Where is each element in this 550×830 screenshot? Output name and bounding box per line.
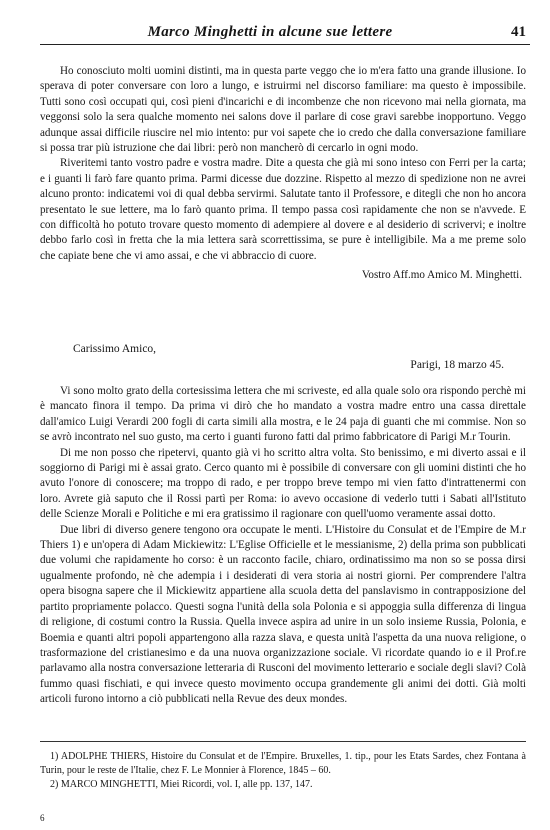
letter-1-body [40,64,526,284]
letter-2-dateline: Parigi, 18 marzo 45. [410,359,504,371]
letter-2-paragraph: Vi sono molto grato della cortesissima lettera che mi scriveste, ed alla quale solo ora rispondo perchè mi è mancato finora il tempo. Da prima vi dirò che ho mandato a vostra madre entro una cassa direttale dall'amico Luigi Verardi 200 fogli di carta simili alla mostra, e le 24 paja di guanti che mi commise. Non so se avrò incontrato nel suo gusto, ma certo i guanti furono fatti dal primo fabbricatore di Parigi M.r Tourin. [40,385,526,444]
letter-2-paragraph: Di me non posso che ripetervi, quanto già vi ho scritto altra volta. Sto benissimo, e mi diverto assai e il soggiorno di Parigi mi è assai grato. Cerco quanto mi è possibile di conversare con gli uomini distinti che ho avuto l'onore di conoscere; ma troppo di rado, e per troppo breve tempo mi vien fatto d'intrattenermi con loro. Avrete già saputo che il Rossi partì per Roma: io avevo occasione di vederlo tutti i Sabati all'Istituto delle Scienze Morali e Politiche e mi era gratissimo il ragionare con quell'uomo veramente assai dotto. [40,446,526,521]
printer-signature-mark: 6 [40,813,45,823]
letter-2-salutation: Carissimo Amico, [73,343,157,355]
letter-1-paragraph: Ho conosciuto molti uomini distinti, ma in questa parte veggo che io m'era fatto una grande illusione. Io sperava di poter conversare con loro a lungo, e istruirmi nel discorso familiare: ma questo è impossibile. Tutti sono così occupati qui, così pieni d'incarichi e di incombenze che non ricevono mai nella giornata, ma veggonsi solo la sera qualche momento nei salons dove il parlare di cose gravi sarebbe inopportuno. Veggo adunque assai difficile riuscire nel mio intento: pur voi sapete che io credo che dalla conversazione familiare si possa trar più istruzione che dai libri: però non mancherò di cercarlo in ogni modo. [40,65,526,155]
footnotes [40,741,526,793]
letter-1-signature: Vostro Aff.mo Amico M. Minghetti. [361,269,522,282]
footnote-2: 2) MARCO MINGHETTI, Miei Ricordi, vol. I, alle pp. 137, 147. [50,779,313,790]
running-title: Marco Minghetti in alcune sue lettere [147,24,393,40]
letter-1-paragraph: Riveritemi tanto vostro padre e vostra madre. Dite a questa che già mi sono inteso con Ferri per la carta; e i guanti li farò fare quanto prima. Parmi dicesse due dozzine. Rispetto al mezzo di spedizione non ne avrei alcuno pronto: indicatemi voi di qual debba servirmi. Salutate tanto il Professore, e ditegli che non ho ancora presentato le sue lettere, ma lo farò quanto prima. Il tempo passa così rapidamente che non se n'avvede. E con difficoltà ho potuto trovare questo momento di adempiere al dovere e al desiderio di scrivervi; e inoltre debbo farlo così in fretta che la mia lettera sarà scorrettissima, se pure è intelligibile. Ma a me preme solo che capiate bene che vi amo assai, e che vi abbraccio di cuore. [40,157,526,262]
page-header [40,22,530,45]
letter-2-paragraph: Due libri di diverso genere tengono ora occupate le menti. L'Histoire du Consulat et de l'Empire de M.r Thiers 1) e un'opera di Adam Mickiewitz: L'Eglise Officielle et le messianisme, 2) della prima son pubblicati due volumi che rapidamente ho corso: è un racconto facile, chiaro, ordinatissimo ma non so se possa dirsi ugualmente profondo, nè che adempia i i desiderati di vera storia ai nostri giorni. Per comprendere l'altra opera bisogna sapere che il Mickiewitz appartiene alla scuola detta del panslavismo in contrapposizione del partito propriamente polacco. Questi sogna l'unità della sola Polonia e si appoggia sulla differenza di lingua di religione, di costumi contro la Russia. Quella invece aspira ad unire in un solo insieme Russia, Polonia, e Boemia e quanti altri popoli appartengono alla razza slava, e questa unità l'aspetta da una nuova religione, o trasformazione del cristianesimo e da una nuova organizzazione sociale. Vi ricordate quando io e il Prof.re parlavamo alla nostra conversazione letteraria di Rusconi del movimento letterario e sociale degli slavi? Colà fummo quasi fischiati, e qui invece questo movimento occupa grandemente gli animi dei dotti. Già molti articoli furono intorno a ciò pubblicati nella Revue des deux mondes. [40,523,526,706]
letter-2-body [40,384,526,708]
footnote-1: 1) ADOLPHE THIERS, Histoire du Consulat et de l'Empire. Bruxelles, 1. tip., pour les Etats Sardes, chez Fontana à Turin, pour le reste de l'Italie, chez F. Le Monnier à Florence, 1845 – 60. [40,751,526,776]
page-number: 41 [511,24,526,40]
